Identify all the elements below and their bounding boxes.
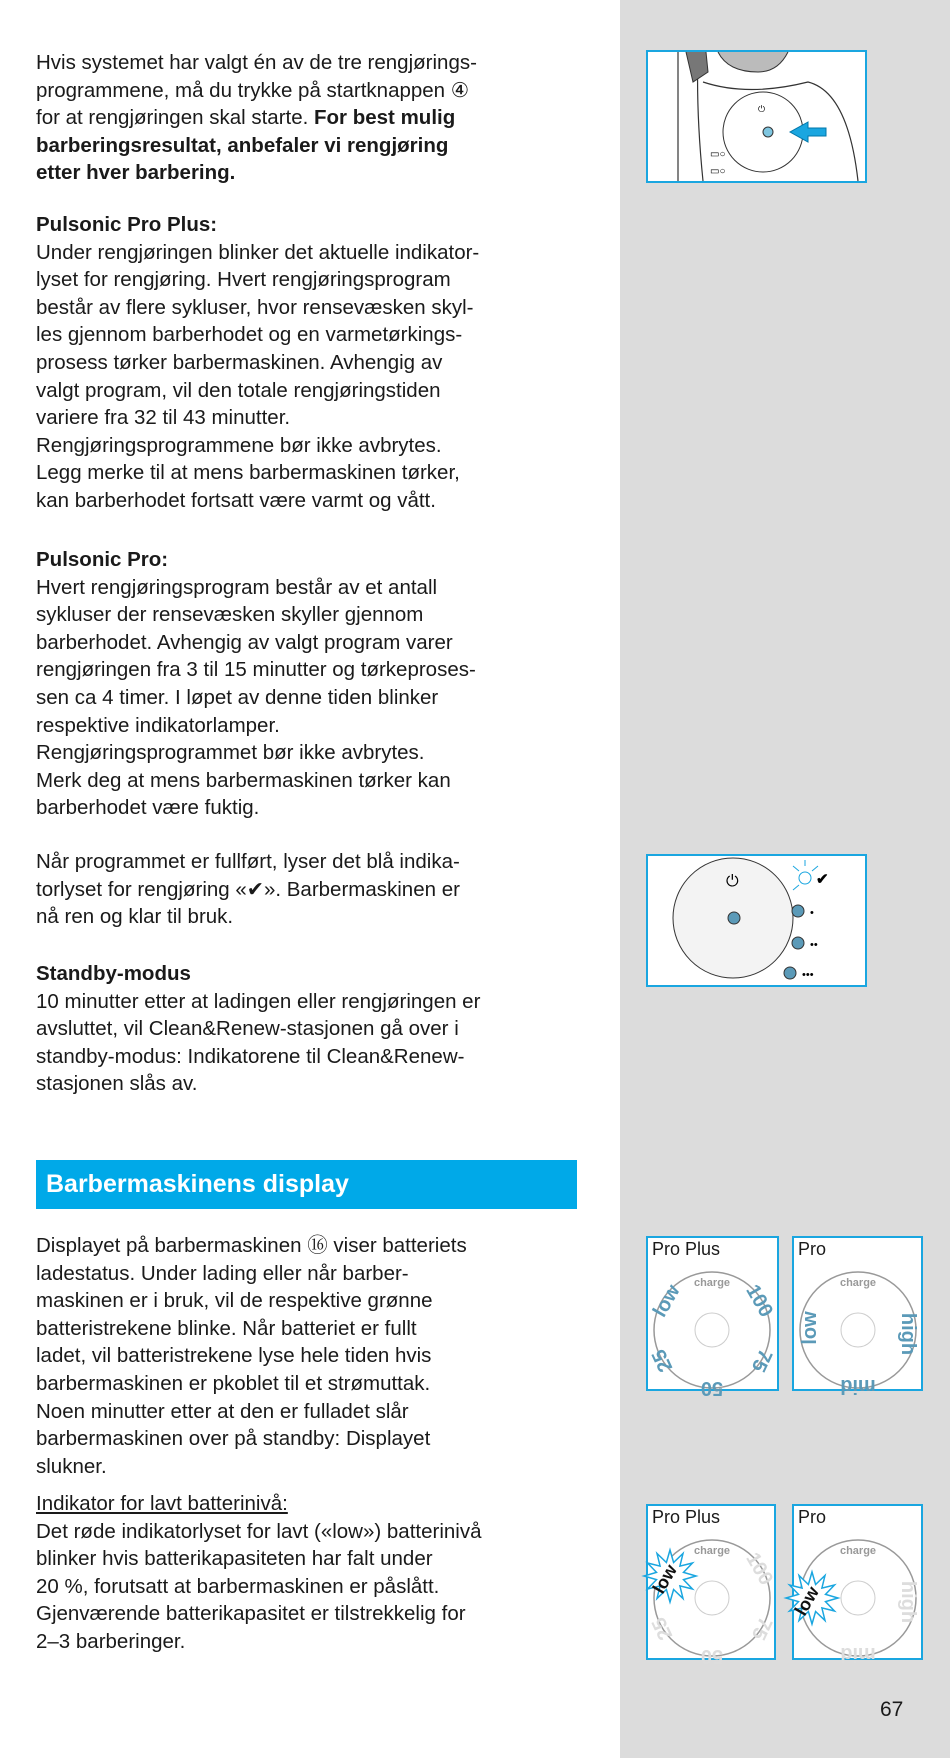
dial-label: 25 [647, 1345, 678, 1376]
dial-label: high [897, 1580, 919, 1624]
text-segment: Merk deg at mens barbermaskinen tørker kan [36, 768, 451, 792]
text-line [36, 1398, 596, 1426]
text-segment: sykluser der rensevæsken skyller gjennom [36, 603, 424, 627]
dial-label: charge [839, 1277, 877, 1289]
text-line [36, 404, 596, 432]
text-segment: stasjonen slås av. [36, 1072, 198, 1096]
text-segment: ladet, vil batteristrekene lyse hele tiden hvis [36, 1344, 432, 1368]
text-line [36, 1043, 596, 1071]
text-line [36, 876, 596, 904]
text-line [36, 377, 596, 405]
text-line [36, 1287, 596, 1315]
text-line [36, 1600, 596, 1628]
low-battery-section [36, 1490, 596, 1656]
text-line [36, 321, 596, 349]
text-segment: etter hver barbering. [36, 161, 236, 185]
pro-plus-low-display-illustration: charge 100 25 75 50 low Pro Plus [646, 1504, 776, 1660]
battery-dial [647, 1506, 778, 1667]
dial-label: 50 [700, 1645, 724, 1667]
text-segment: Det røde indikatorlyset for lavt («low») batterinivå [36, 1519, 482, 1543]
text-line [36, 903, 596, 931]
text-segment: programmene, må du trykke på startknappen ④ [36, 78, 470, 102]
text-line [36, 1518, 596, 1546]
text-line [36, 574, 596, 602]
section-heading: Barbermaskinens display [36, 1160, 577, 1209]
dial-label: high [897, 1312, 919, 1356]
text-segment: batteristrekene blinke. Når batteriet er fullt [36, 1316, 417, 1340]
cleaning-indicator-illustration [646, 854, 867, 987]
text-line [36, 546, 596, 574]
text-segment: ladestatus. Under lading eller når barber- [36, 1261, 409, 1285]
text-segment: barbermaskinen er pkoblet til et strømuttak. [36, 1371, 431, 1395]
dial-label: low [790, 1583, 823, 1619]
text-segment: 2–3 barberinger. [36, 1629, 186, 1653]
text-segment: standby-modus: Indikatorene til Clean&Renew- [36, 1044, 465, 1068]
text-line [36, 159, 596, 187]
text-line [36, 349, 596, 377]
text-line [36, 49, 596, 77]
text-segment: Hvert rengjøringsprogram består av et antall [36, 575, 438, 599]
text-line [36, 1545, 596, 1573]
text-segment: valgt program, vil den totale rengjøringstiden [36, 378, 441, 402]
pulsonic-pro-plus-section [36, 211, 596, 515]
text-segment: barberhodet. Avhengig av valgt program varer [36, 630, 453, 654]
text-segment: 10 minutter etter at ladingen eller rengjøringen er [36, 989, 481, 1013]
dial-label: mid [840, 1643, 876, 1665]
text-line [36, 487, 596, 515]
indicator-icon: ▭○ [710, 166, 726, 177]
text-segment: prosess tørker barbermaskinen. Avhengig av [36, 350, 443, 374]
dial-label: 100 [741, 1549, 778, 1589]
pulsonic-pro-section [36, 546, 596, 822]
text-line [36, 239, 596, 267]
text-segment: 20 %, forutsatt at barbermaskinen er påslått. [36, 1574, 440, 1598]
text-line [36, 794, 596, 822]
text-line [36, 77, 596, 105]
text-segment: Under rengjøringen blinker det aktuelle indikator- [36, 240, 480, 264]
text-line [36, 629, 596, 657]
text-segment: avsluttet, vil Clean&Renew-stasjonen gå over i [36, 1017, 459, 1041]
drops-icon: ••• [802, 969, 814, 981]
text-line [36, 211, 596, 239]
text-segment: kan barberhodet fortsatt være varmt og vått. [36, 488, 436, 512]
text-segment: Pulsonic Pro: [36, 548, 169, 571]
text-line [36, 1232, 596, 1260]
text-line [36, 294, 596, 322]
text-line [36, 1490, 596, 1518]
dial-label: charge [839, 1545, 877, 1557]
station-start-button-illustration [646, 50, 867, 183]
text-segment: Displayet på barbermaskinen ⑯ viser batteriets [36, 1234, 467, 1257]
text-line [36, 459, 596, 487]
text-segment: slukner. [36, 1454, 107, 1478]
intro-paragraph [36, 49, 596, 187]
dial-label: 25 [647, 1613, 678, 1644]
battery-dial [647, 1238, 778, 1399]
dial-label: charge [693, 1277, 731, 1289]
station-drawing [648, 52, 865, 181]
text-segment: les gjennom barberhodet og en varmetørkings- [36, 323, 463, 347]
text-line [36, 1260, 596, 1288]
text-segment: Når programmet er fullført, lyser det blå indika- [36, 850, 460, 873]
dial-label: 75 [746, 1345, 777, 1376]
text-line [36, 712, 596, 740]
dial-label: charge [693, 1545, 731, 1557]
text-line [36, 767, 596, 795]
text-line [36, 684, 596, 712]
text-segment: Indikator for lavt batterinivå: [36, 1492, 288, 1515]
text-line [36, 1015, 596, 1043]
text-segment: Rengjøringsprogrammet bør ikke avbrytes. [36, 741, 425, 765]
text-line [36, 960, 596, 988]
text-line [36, 1425, 596, 1453]
text-line [36, 132, 596, 160]
text-segment: består av flere sykluser, hvor rensevæsken skyl- [36, 295, 474, 319]
text-segment: respektive indikatorlamper. [36, 713, 280, 737]
text-segment: Gjenværende batterikapasitet er tilstrekkelig for [36, 1602, 466, 1626]
text-segment: variere fra 32 til 43 minutter. [36, 406, 291, 430]
text-line [36, 656, 596, 684]
pro-plus-display-illustration: charge low 100 25 75 50 Pro Plus [646, 1236, 779, 1391]
text-line [36, 739, 596, 767]
dial-label: 100 [741, 1281, 778, 1321]
text-segment: Legg merke til at mens barbermaskinen tørker, [36, 461, 460, 485]
dial-label: low [799, 1311, 821, 1345]
power-icon: ⏻ [726, 873, 739, 890]
indicator-icon: ▭○ [710, 149, 726, 160]
text-segment: Rengjøringsprogrammene bør ikke avbrytes. [36, 433, 442, 457]
text-segment: rengjøringen fra 3 til 15 minutter og tørkeproses- [36, 658, 476, 682]
text-segment: maskinen er i bruk, vil de respektive grønne [36, 1289, 433, 1313]
text-line [36, 601, 596, 629]
text-line [36, 1573, 596, 1601]
text-line [36, 848, 596, 876]
text-segment: barberingsresultat, anbefaler vi rengjøring [36, 133, 449, 157]
text-segment: lyset for rengjøring. Hvert rengjøringsprogram [36, 268, 451, 292]
dial-label: 50 [700, 1377, 724, 1399]
text-segment: barberhodet være fuktig. [36, 796, 260, 820]
text-segment: Pulsonic Pro Plus: [36, 213, 218, 236]
text-line [36, 1370, 596, 1398]
dial-label: 75 [746, 1613, 777, 1644]
text-line [36, 266, 596, 294]
text-segment: blinker hvis batterikapasiteten har falt under [36, 1547, 433, 1571]
check-icon: ✔ [816, 871, 829, 888]
text-segment: Hvis systemet har valgt én av de tre rengjørings- [36, 51, 477, 74]
text-line [36, 988, 596, 1016]
dial-label: mid [840, 1375, 876, 1397]
text-line [36, 1628, 596, 1656]
text-segment: sen ca 4 timer. I løpet av denne tiden blinker [36, 685, 439, 709]
standby-section [36, 960, 596, 1098]
text-segment: barbermaskinen over på standby: Displayet [36, 1427, 431, 1451]
text-segment: torlyset for rengjøring «✔». Barbermaskinen er [36, 877, 460, 901]
drop-icon: • [810, 907, 814, 919]
text-segment: Noen minutter etter at den er fulladet slår [36, 1399, 409, 1423]
text-segment: For best mulig [314, 106, 456, 130]
dial-label: low [648, 1561, 681, 1597]
battery-dial [794, 1238, 924, 1397]
text-segment: Standby-modus [36, 962, 191, 985]
dial-label: low [648, 1281, 685, 1321]
page-number: 67 [880, 1698, 904, 1721]
pro-low-display-illustration: charge high mid low Pro [792, 1504, 923, 1660]
text-segment: nå ren og klar til bruk. [36, 905, 234, 929]
indicator-drawing [648, 856, 865, 985]
pro-display-illustration: charge low high mid Pro [792, 1236, 923, 1391]
text-line [36, 104, 596, 132]
text-line [36, 1070, 596, 1098]
text-segment: for at rengjøringen skal starte. [36, 106, 315, 130]
battery-dial [790, 1506, 924, 1665]
display-paragraph [36, 1232, 596, 1480]
text-line [36, 1315, 596, 1343]
power-icon: ⏻ [758, 104, 766, 114]
program-complete-paragraph [36, 848, 596, 931]
text-line [36, 432, 596, 460]
text-line [36, 1342, 596, 1370]
drops-icon: •• [810, 939, 818, 951]
text-line [36, 1453, 596, 1481]
